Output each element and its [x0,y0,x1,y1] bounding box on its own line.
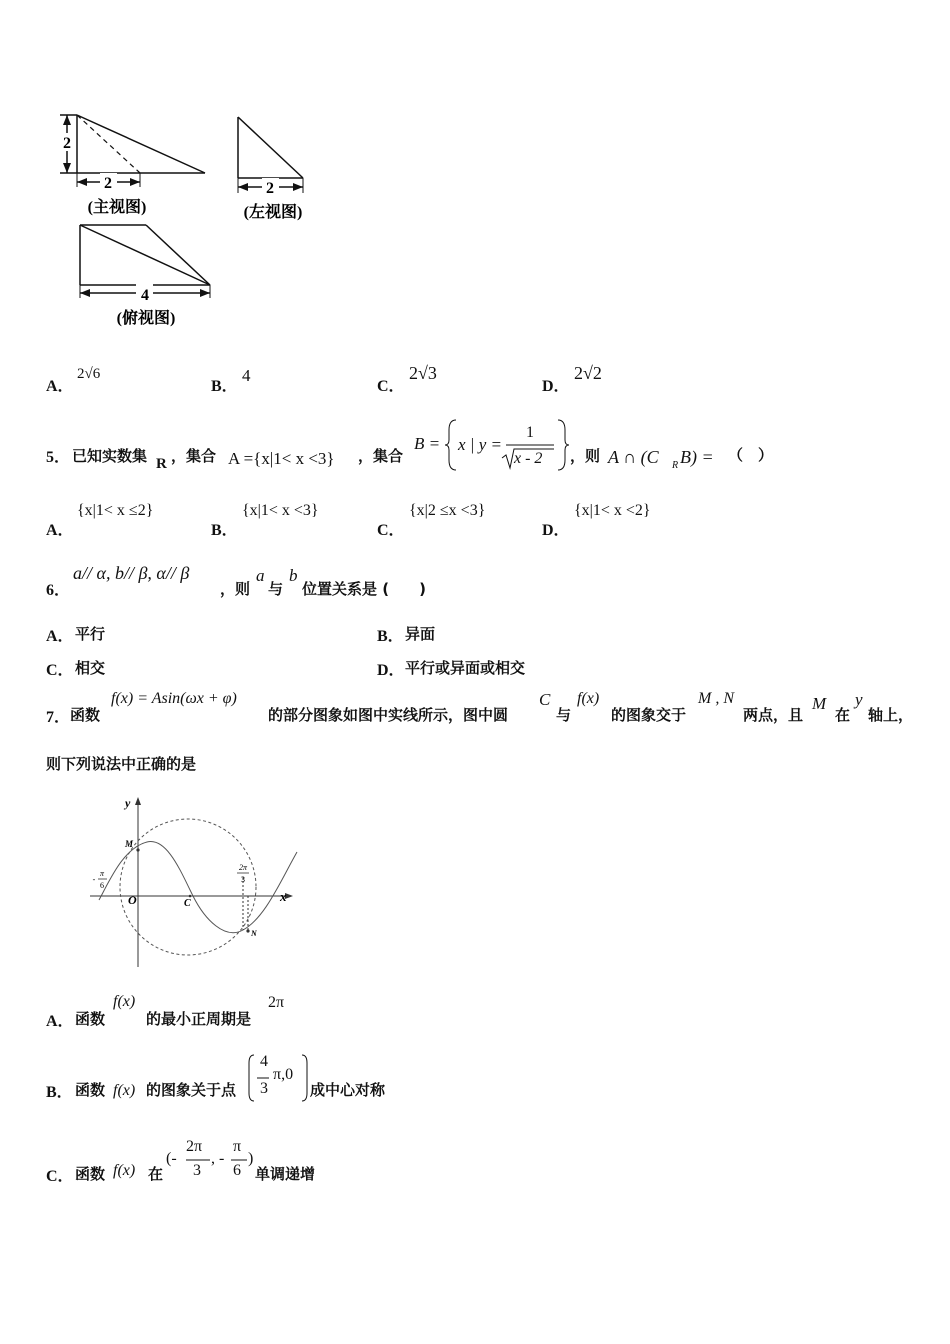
q5-text-4: ，则 [570,447,601,465]
top-view [80,225,210,327]
q5-real-set: R [156,456,167,472]
q7-point-m: M [812,694,827,713]
front-caption: (主视图) [87,199,147,216]
q6-text-1: ，则 [220,580,251,598]
q5-option-d-value: {x|1< x <2} [574,502,651,519]
q7-option-a-text-1: 函数 [75,1010,106,1028]
q5-complement-sub: R [672,460,679,471]
point-n [246,929,249,932]
q7-option-b-den: 3 [260,1080,268,1097]
y-axis-arrow-icon [135,797,141,805]
q6-text-3: 位置关系是 ( ) [302,580,426,598]
q7-option-c-label: C． [46,1168,74,1185]
q7-option-c-fx: f(x) [113,1162,136,1179]
right-tick-num: 2π [238,863,248,872]
q5-option-d-label: D． [542,522,570,539]
q7-text-1: 函数 [70,706,101,724]
x-axis-label: x [280,889,287,904]
q7-text-6: 在 [835,706,851,724]
q7-option-c-open: (- [166,1150,177,1167]
q5-option-c-label: C． [377,522,405,539]
q5-set-b-left: B = [414,434,441,453]
q7-text-2: 的部分图象如图中实线所示，图中圆 [268,706,509,724]
point-n-label: N [251,929,257,938]
q7-option-c-den-1: 3 [193,1162,201,1179]
q7-option-c-mid: , - [211,1150,225,1167]
q7-option-c-text-2: 在 [148,1165,164,1183]
left-tick-sign: - [92,875,96,884]
q6-var-b: b [289,566,298,585]
point-m-label: M [125,839,134,849]
q6-option-d-value: 平行或异面或相交 [405,659,526,677]
point-c-label: C [184,898,191,909]
q7-option-b-num: 4 [260,1053,268,1070]
q5-option-b-value: {x|1< x <3} [242,502,319,519]
q5-option-a-label: A． [46,522,74,539]
sine-curve [99,842,297,933]
q7-fx: f(x) [577,690,600,707]
q7-option-b-fx: f(x) [113,1082,136,1099]
q7-text-line2: 则下列说法中正确的是 [46,755,197,773]
q7-text-7: 轴上， [868,706,914,724]
q6-option-c-value: 相交 [75,659,106,677]
q4-option-c-label: C． [377,378,405,395]
three-view-diagram [50,105,330,340]
q7-option-b-text-3: 成中心对称 [310,1081,386,1099]
side-caption: (左视图) [243,204,303,221]
q7-option-a-label: A． [46,1013,74,1030]
q6-option-c-label: C． [46,662,74,679]
q7-text-4: 的图象交于 [611,706,687,724]
q6-option-d-label: D． [377,662,405,679]
q7-number: 7． [46,709,71,726]
left-tick-num: π [99,869,105,878]
q6-var-a: a [256,566,265,585]
q7-graph [85,792,305,972]
origin-label: O [128,893,137,907]
q4-option-b-value: 4 [242,366,251,385]
q7-option-a-fx: f(x) [113,993,136,1010]
q5-frac-num: 1 [526,424,534,441]
q4-option-c-value: 2√3 [409,363,437,383]
q4-option-a-label: A． [46,378,74,395]
q4-option-b-label: B． [211,378,238,395]
q7-option-c-num-1: 2π [186,1138,203,1155]
front-height-label: 2 [63,135,71,152]
q7-option-c-text-1: 函数 [75,1165,106,1183]
q7-text-5: 两点，且 [743,706,804,724]
q5-set-b-inner: x | y = [458,435,502,454]
q5-text-1: 已知实数集 [72,447,148,465]
left-tick-den: 6 [100,881,104,890]
q6-option-a-label: A． [46,628,74,645]
q7-circle-c: C [539,690,551,709]
q6-number: 6． [46,582,71,599]
q7-option-b-text-2: 的图象关于点 [146,1081,237,1099]
top-caption: (俯视图) [116,310,176,327]
q5-number: 5． [46,449,71,466]
q7-option-b-rest: π,0 [273,1066,294,1083]
q7-function: f(x) = Asin(ωx + φ) [111,690,237,707]
q5-set-a: A ={x|1< x <3} [228,449,335,468]
q7-option-b-text-1: 函数 [75,1081,106,1099]
q6-condition: a// α, b// β, α// β [73,563,190,583]
q5-text-3: ，集合 [358,447,404,465]
q5-expr: A ∩ (C [608,447,659,467]
q7-option-c-text-3: 单调递增 [255,1165,316,1183]
q5-option-c-value: {x|2 ≤x <3} [409,502,486,519]
q7-option-c-close: ) [248,1150,254,1167]
side-width-label: 2 [266,180,274,197]
right-tick-den: 3 [241,875,245,884]
q5-option-b-label: B． [211,522,238,539]
q5-answer-paren: （ ） [728,446,774,464]
q6-option-b-label: B． [377,628,404,645]
side-view [238,117,303,221]
y-axis-label: y [125,796,131,810]
q7-points-mn: M , N [698,690,734,707]
q5-option-a-value: {x|1< x ≤2} [77,502,154,519]
top-width-label: 4 [141,287,149,304]
q7-option-c-den-2: 6 [233,1162,241,1179]
q6-option-a-value: 平行 [75,625,106,643]
q4-option-a-value: 2√6 [77,366,101,382]
q4-option-d-value: 2√2 [574,363,602,383]
q5-text-2: ，集合 [171,447,217,465]
q4-option-d-label: D． [542,378,570,395]
front-width-label: 2 [104,175,112,192]
point-c [189,895,192,898]
q7-option-a-text-2: 的最小正周期是 [146,1010,252,1028]
q6-option-b-value: 异面 [405,625,436,643]
q7-axis-y: y [855,690,863,709]
q5-expr-2: B) = [680,447,714,467]
q7-text-3: 与 [556,706,572,724]
point-m [136,848,139,851]
q6-text-2: 与 [268,580,284,598]
front-view [59,115,205,216]
circle-c [120,819,256,955]
q7-option-a-period: 2π [268,994,285,1011]
q5-frac-den: x - 2 [514,450,543,467]
q7-option-b-label: B． [46,1084,73,1101]
q7-option-c-num-2: π [233,1138,242,1155]
